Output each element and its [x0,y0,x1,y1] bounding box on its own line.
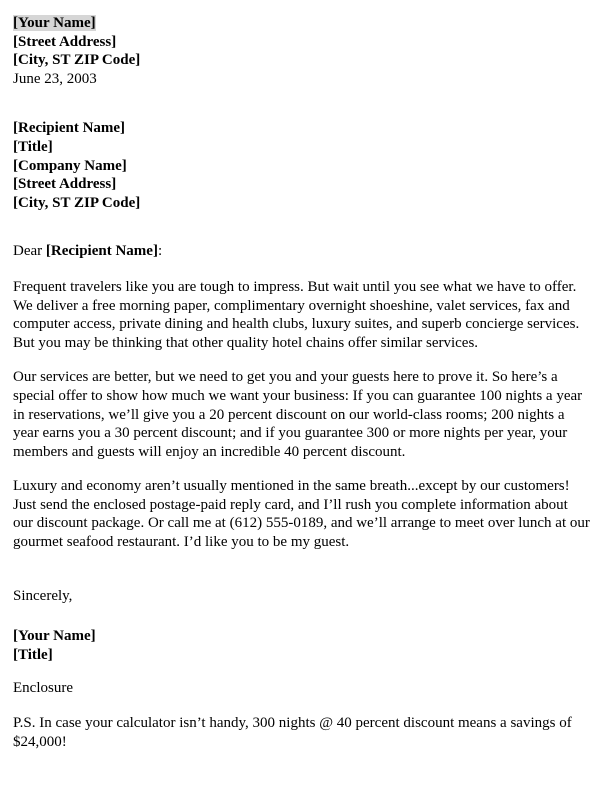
body-paragraph-2: Our services are better, but we need to get you and your guests here to prove it. So here’s a special offer to show how much we want your business: If you can guarantee 100 nights a year in reservations, we’ll give you a 20 percent discount on our world-class rooms; 200 nights a year earns you a 30 percent discount; and if you guarantee 300 or more nights per year, your members and guests will enjoy an incredible 40 percent discount. [13,369,583,460]
signature-title: [Title] [13,646,53,663]
letter-page [13,14,593,751]
recipient-name: [Recipient Name] [13,120,126,137]
body-paragraph-3: Luxury and economy aren’t usually mentioned in the same breath...except by our customers! Just send the enclosed postage-paid reply card, and I’ll rush you complete information about our discount package. Or call me at (612) 555-0189, and we’ll arrange to meet over lunch at our gourmet seafood restaurant. I’d like you to be my guest. [13,478,590,551]
signature-name: [Your Name] [13,628,96,645]
salutation-name: [Recipient Name] [45,243,158,260]
enclosure-note: Enclosure [13,680,73,697]
recipient-street: [Street Address] [13,176,117,193]
letter-date: June 23, 2003 [13,70,97,87]
closing-text: Sincerely, [13,587,73,604]
salutation [13,242,593,261]
body-paragraph-1: Frequent travelers like you are tough to impress. But wait until you see what we have to offer. We deliver a free morning paper, complimentary overnight shoeshine, valet services, fax and computer access, private dining and health clubs, luxury suites, and superb concierge services. But you may be thinking that other quality hotel chains offer similar services. [13,278,580,351]
recipient-title: [Title] [13,138,53,155]
sender-block [13,14,593,88]
sender-name: [Your Name] [13,15,96,31]
sender-city: [City, ST ZIP Code] [13,52,141,69]
salutation-prefix: Dear [13,243,46,260]
sender-street: [Street Address] [13,33,117,50]
salutation-suffix: : [157,243,163,260]
recipient-city: [City, ST ZIP Code] [13,194,141,211]
recipient-company: [Company Name] [13,157,127,174]
recipient-block [13,119,593,212]
postscript: P.S. In case your calculator isn’t handy, 300 nights @ 40 percent discount means a savings of $24,000! [13,715,572,750]
